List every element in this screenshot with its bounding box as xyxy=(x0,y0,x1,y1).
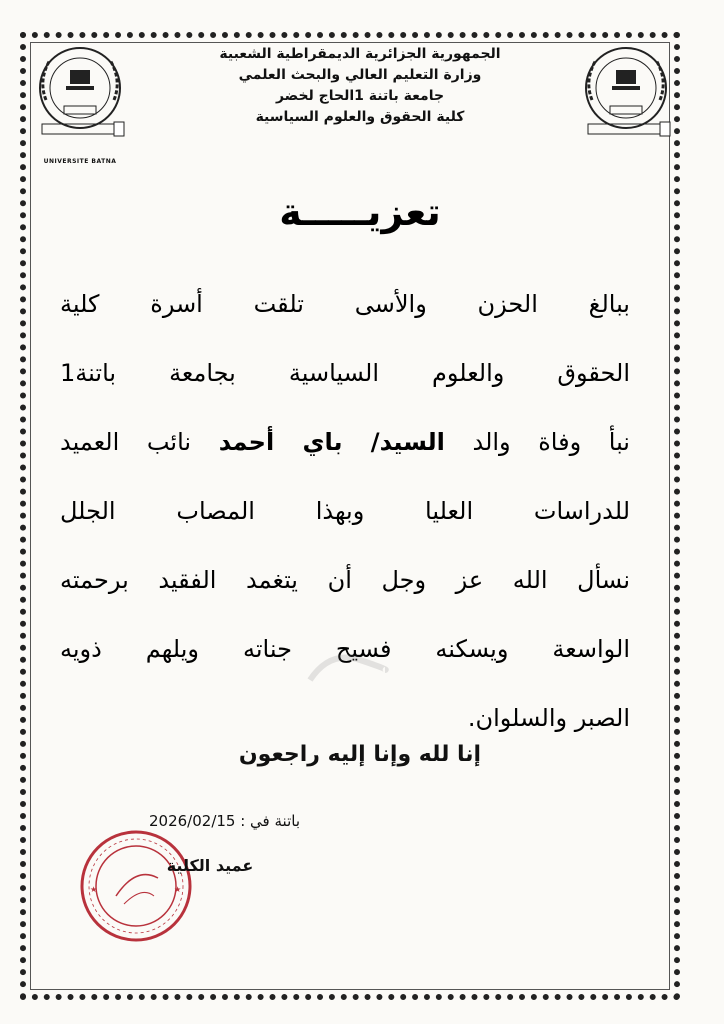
laurel-emblem-icon xyxy=(28,40,132,144)
place-date: باتنة في : 2026/02/15 xyxy=(149,812,300,830)
university-logo-left xyxy=(28,40,132,165)
official-stamp xyxy=(76,826,196,946)
signer-title: عميد الكلية xyxy=(166,856,254,875)
scan-smudge xyxy=(300,640,390,700)
stamp-seal-icon xyxy=(76,826,196,946)
svg-text:★: ★ xyxy=(90,885,98,894)
body-line-6: الواسعة ويسكنه فسيح جناته ويلهم ذويه xyxy=(60,635,630,663)
honoree-name: السيد/ باي أحمد xyxy=(218,428,445,456)
logo-caption: UNIVERSITE BATNA xyxy=(43,158,117,165)
header-university: جامعة باتنة 1الحاج لخضر xyxy=(275,88,445,104)
university-logo-right xyxy=(574,40,678,144)
body-line-5: نسأل الله عز وجل أن يتغمد الفقيد برحمته xyxy=(60,566,630,594)
header-ministry: وزارة التعليم العالي والبحث العلمي xyxy=(238,67,482,83)
body-line-2: الحقوق والعلوم السياسية بجامعة باتنة1 xyxy=(60,359,630,387)
svg-text:★: ★ xyxy=(174,885,182,894)
body-line-7: الصبر والسلوان. xyxy=(467,704,630,732)
header-republic: الجمهورية الجزائرية الديمقراطية الشعبية xyxy=(219,46,501,62)
body-line-3-start: نبأ وفاة والد xyxy=(444,428,630,456)
document-title: تعزيـــــة xyxy=(279,190,441,234)
header-faculty: كلية الحقوق والعلوم السياسية xyxy=(255,109,465,125)
body-line-4: للدراسات العليا وبهذا المصاب الجلل xyxy=(60,497,630,525)
body-line-3 xyxy=(60,408,630,477)
body-line-1: ببالغ الحزن والأسى تلقت أسرة كلية xyxy=(60,290,630,318)
laurel-emblem-icon xyxy=(574,40,678,144)
closing-verse: إنا لله وإنا إليه راجعون xyxy=(238,742,482,767)
body-line-3-end: نائب العميد xyxy=(60,428,219,456)
institution-header xyxy=(150,44,570,128)
